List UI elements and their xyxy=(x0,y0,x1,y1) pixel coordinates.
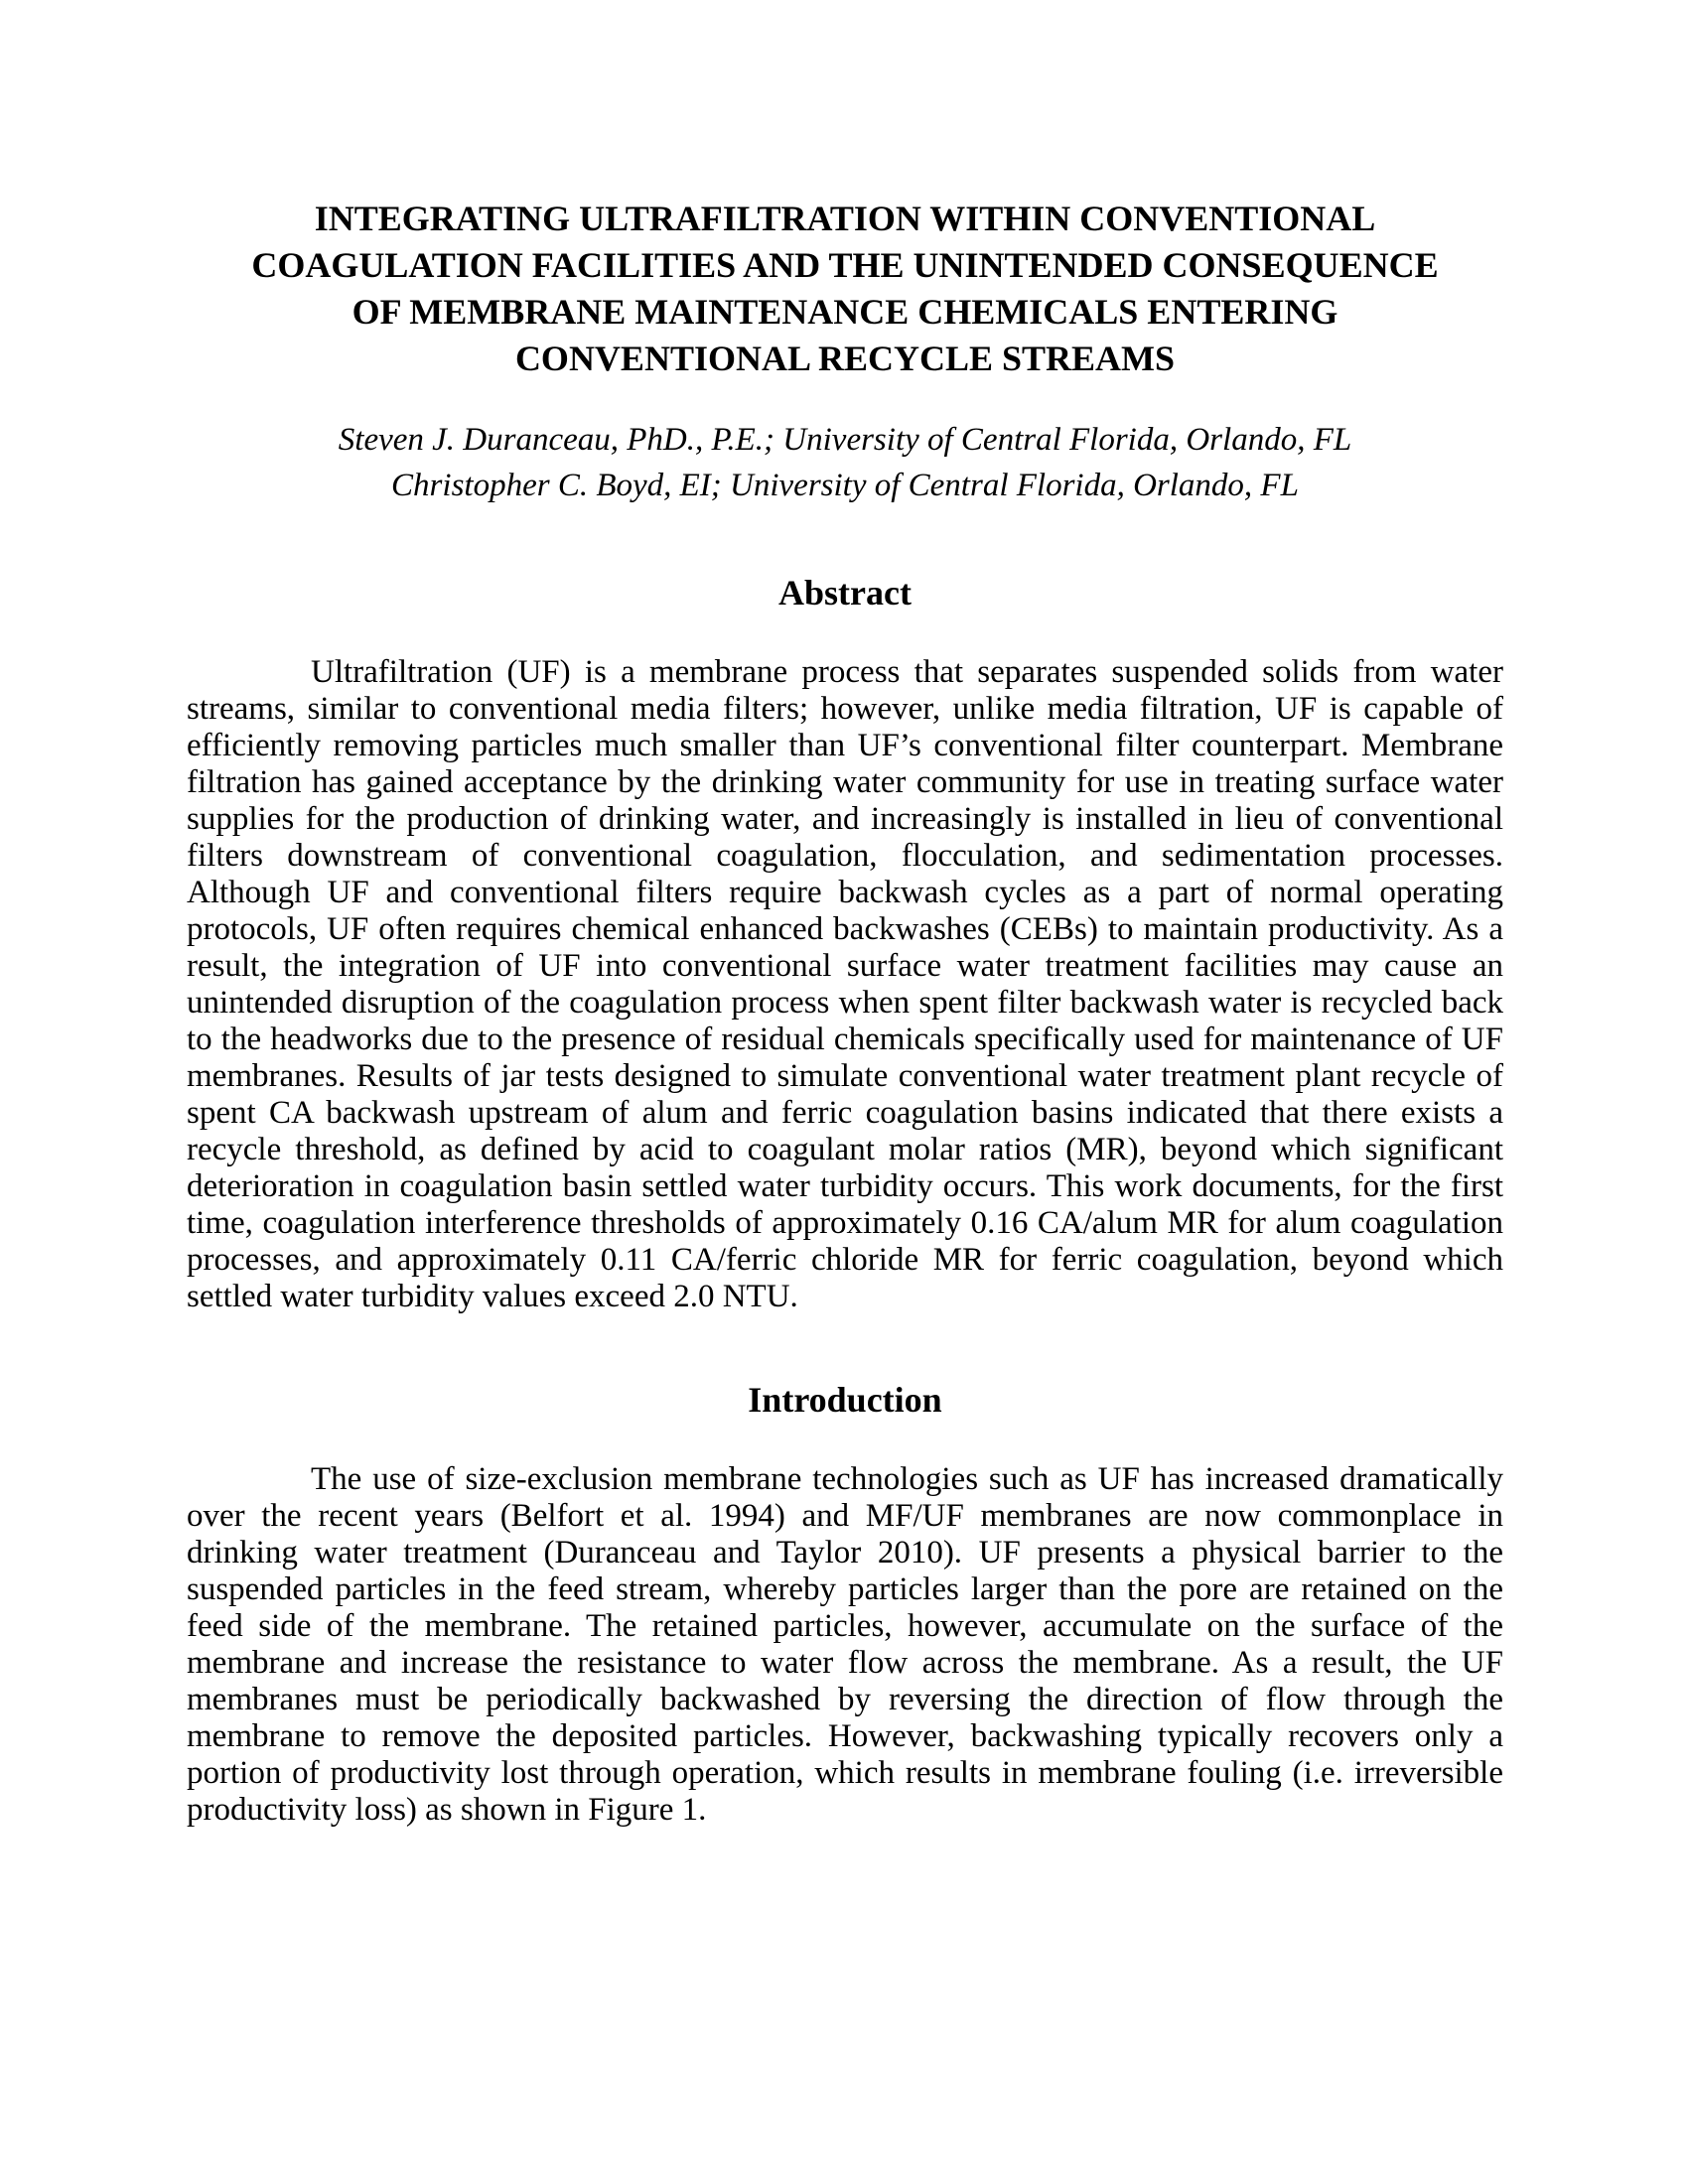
section-heading-abstract: Abstract xyxy=(778,573,912,613)
paper-title-line-1: INTEGRATING ULTRAFILTRATION WITHIN CONVENTIONAL xyxy=(314,199,1376,238)
paper-title xyxy=(187,196,1503,382)
author-line-2: Christopher C. Boyd, EI; University of Central Florida, Orlando, FL xyxy=(391,468,1299,503)
paper-title-line-4: CONVENTIONAL RECYCLE STREAMS xyxy=(514,339,1176,378)
author-block xyxy=(187,417,1503,508)
paper-title-line-2: COAGULATION FACILITIES AND THE UNINTENDED CONSEQUENCE xyxy=(251,245,1439,285)
paper-title-line-3: OF MEMBRANE MAINTENANCE CHEMICALS ENTERING xyxy=(352,292,1338,332)
abstract-paragraph: Ultrafiltration (UF) is a membrane process that separates suspended solids from water streams, similar to conventional media filters; however, unlike media filtration, UF is capable of efficiently removing particles much smaller than UF’s conventional filter counterpart. Membrane filtration has gained acceptance by the drinking water community for use in treating surface water supplies for the production of drinking water, and increasingly is installed in lieu of conventional filters downstream of conventional coagulation, flocculation, and sedimentation processes. Although UF and conventional filters require backwash cycles as a part of normal operating protocols, UF often requires chemical enhanced backwashes (CEBs) to maintain productivity. As a result, the integration of UF into conventional surface water treatment facilities may cause an unintended disruption of the coagulation process when spent filter backwash water is recycled back to the headworks due to the presence of residual chemicals specifically used for maintenance of UF membranes. Results of jar tests designed to simulate conventional water treatment plant recycle of spent CA backwash upstream of alum and ferric coagulation basins indicated that there exists a recycle threshold, as defined by acid to coagulant molar ratios (MR), beyond which significant deterioration in coagulation basin settled water turbidity occurs. This work documents, for the first time, coagulation interference thresholds of approximately 0.16 CA/alum MR for alum coagulation processes, and approximately 0.11 CA/ferric chloride MR for ferric coagulation, beyond which settled water turbidity values exceed 2.0 NTU. xyxy=(187,654,1503,1314)
section-heading-introduction: Introduction xyxy=(748,1380,942,1420)
author-line-1: Steven J. Duranceau, PhD., P.E.; University of Central Florida, Orlando, FL xyxy=(338,422,1352,458)
introduction-paragraph: The use of size-exclusion membrane technologies such as UF has increased dramatically over the recent years (Belfort et al. 1994) and MF/UF membranes are now commonplace in drinking water treatment (Duranceau and Taylor 2010). UF presents a physical barrier to the suspended particles in the feed stream, whereby particles larger than the pore are retained on the feed side of the membrane. The retained particles, however, accumulate on the surface of the membrane and increase the resistance to water flow across the membrane. As a result, the UF membranes must be periodically backwashed by reversing the direction of flow through the membrane to remove the deposited particles. However, backwashing typically recovers only a portion of productivity lost through operation, which results in membrane fouling (i.e. irreversible productivity loss) as shown in Figure 1. xyxy=(187,1461,1503,1828)
